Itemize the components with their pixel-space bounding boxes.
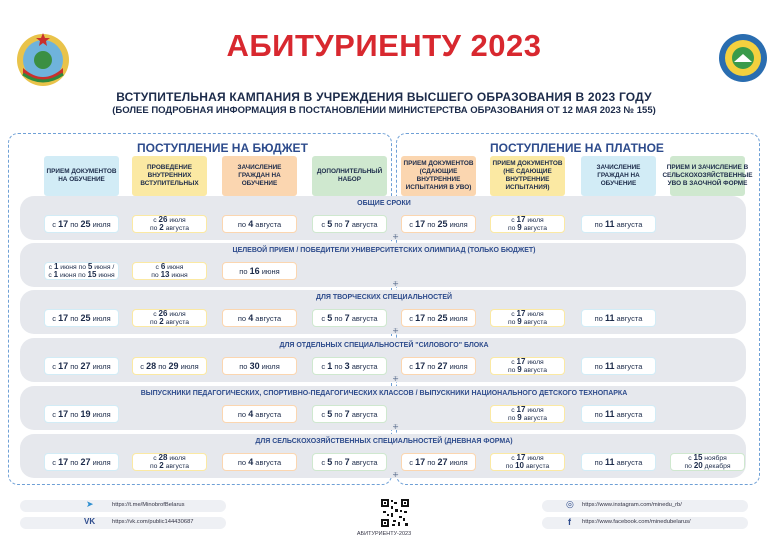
divider-marker-icon: ⁜: [392, 281, 399, 288]
facebook-link[interactable]: https://www.facebook.com/minedubelarus/: [582, 519, 691, 525]
subtitle: ВСТУПИТЕЛЬНАЯ КАМПАНИЯ В УЧРЕЖДЕНИЯ ВЫСШЕГО ОБРАЗОВАНИЯ В 2023 ГОДУ: [116, 90, 652, 104]
divider-marker-icon: ⁜: [392, 424, 399, 431]
row-category-label: ВЫПУСКНИКИ ПЕДАГОГИЧЕСКИХ, СПОРТИВНО-ПЕДАГОГИЧЕСКИХ КЛАССОВ / ВЫПУСКНИКИ НАЦИОНАЛЬНОГО ДЕТСКОГО ТЕХНОПАРКА: [140, 390, 628, 397]
date-cell: с 28 по 29 июля: [132, 357, 207, 375]
column-header-3: ЗАЧИСЛЕНИЕ ГРАЖДАН НА ОБУЧЕНИЕ: [222, 156, 297, 196]
column-header-1: ПРИЕМ ДОКУМЕНТОВ НА ОБУЧЕНИЕ: [44, 156, 119, 196]
page-title: АБИТУРИЕНТУ 2023: [226, 28, 542, 63]
date-cell: с 17 по 19 июля: [44, 405, 119, 423]
date-cell: с 17 июля по 10 августа: [490, 453, 565, 471]
budget-panel-title: ПОСТУПЛЕНИЕ НА БЮДЖЕТ: [137, 141, 308, 155]
date-cell: по 11 августа: [581, 453, 656, 471]
date-cell: по 30 июля: [222, 357, 297, 375]
row-category-label: ДЛЯ СЕЛЬСКОХОЗЯЙСТВЕННЫХ СПЕЦИАЛЬНОСТЕЙ (ДНЕВНАЯ ФОРМА): [255, 438, 513, 445]
date-cell: с 1 июня по 5 июня / с 1 июня по 15 июня: [44, 262, 119, 280]
divider-marker-icon: ⁜: [392, 376, 399, 383]
date-cell: с 6 июня по 13 июня: [132, 262, 207, 280]
column-header-4: ДОПОЛНИТЕЛЬНЫЙ НАБОР: [312, 156, 387, 196]
date-cell: с 17 по 27 июля: [401, 453, 476, 471]
date-cell: по 11 августа: [581, 215, 656, 233]
date-cell: по 11 августа: [581, 405, 656, 423]
date-cell: с 5 по 7 августа: [312, 309, 387, 327]
instagram-link[interactable]: https://www.instagram.com/minedu_rb/: [582, 502, 682, 508]
date-cell: с 17 июля по 9 августа: [490, 309, 565, 327]
date-cell: с 5 по 7 августа: [312, 453, 387, 471]
date-cell: с 17 июля по 9 августа: [490, 357, 565, 375]
date-cell: по 4 августа: [222, 215, 297, 233]
telegram-link[interactable]: https://t.me/MinobrofBelarus: [112, 502, 185, 508]
date-cell: по 16 июня: [222, 262, 297, 280]
vk-icon: VK: [84, 517, 96, 526]
date-cell: с 17 по 27 июля: [401, 357, 476, 375]
date-cell: с 26 июля по 2 августа: [132, 215, 207, 233]
qr-caption: АБИТУРИЕНТУ-2023: [356, 531, 412, 537]
facebook-icon: f: [568, 517, 571, 527]
row-category-label: ОБЩИЕ СРОКИ: [357, 200, 411, 207]
date-cell: по 11 августа: [581, 357, 656, 375]
ministry-emblem-icon: [718, 32, 768, 84]
date-cell: с 15 ноября по 20 декабря: [670, 453, 745, 471]
divider-marker-icon: ⁜: [392, 472, 399, 479]
instagram-icon: ◎: [566, 499, 574, 509]
qr-code[interactable]: [380, 498, 410, 528]
divider-marker-icon: ⁜: [392, 328, 399, 335]
column-header-2: ПРОВЕДЕНИЕ ВНУТРЕННИХ ВСТУПИТЕЛЬНЫХ: [132, 156, 207, 196]
date-cell: с 17 по 27 июля: [44, 357, 119, 375]
column-header-8: ПРИЕМ И ЗАЧИСЛЕНИЕ В СЕЛЬСКОХОЗЯЙСТВЕННЫЕ УВО В ЗАОЧНОЙ ФОРМЕ: [670, 156, 745, 196]
date-cell: с 17 по 25 июля: [44, 309, 119, 327]
date-cell: по 11 августа: [581, 309, 656, 327]
row-category-label: ЦЕЛЕВОЙ ПРИЕМ / ПОБЕДИТЕЛИ УНИВЕРСИТЕТСКИХ ОЛИМПИАД (ТОЛЬКО БЮДЖЕТ): [232, 247, 536, 254]
vk-link[interactable]: https://vk.com/public144430687: [112, 519, 194, 525]
date-cell: с 26 июля по 2 августа: [132, 309, 207, 327]
date-cell: по 4 августа: [222, 405, 297, 423]
divider-marker-icon: ⁜: [392, 234, 399, 241]
date-cell: по 4 августа: [222, 309, 297, 327]
date-cell: с 17 по 27 июля: [44, 453, 119, 471]
date-cell: с 17 июля по 9 августа: [490, 215, 565, 233]
date-cell: по 4 августа: [222, 453, 297, 471]
date-cell: с 5 по 7 августа: [312, 215, 387, 233]
date-cell: с 5 по 7 августа: [312, 405, 387, 423]
subtitle-note: (БОЛЕЕ ПОДРОБНАЯ ИНФОРМАЦИЯ В ПОСТАНОВЛЕНИИ МИНИСТЕРСТВА ОБРАЗОВАНИЯ ОТ 12 МАЯ 2023 № 155): [112, 105, 656, 116]
date-cell: с 28 июля по 2 августа: [132, 453, 207, 471]
date-cell: с 17 июля по 9 августа: [490, 405, 565, 423]
row-category-label: ДЛЯ ТВОРЧЕСКИХ СПЕЦИАЛЬНОСТЕЙ: [315, 294, 453, 301]
date-cell: с 17 по 25 июля: [401, 309, 476, 327]
date-cell: с 17 по 25 июля: [401, 215, 476, 233]
column-header-7: ЗАЧИСЛЕНИЕ ГРАЖДАН НА ОБУЧЕНИЕ: [581, 156, 656, 196]
column-header-5: ПРИЕМ ДОКУМЕНТОВ (СДАЮЩИЕ ВНУТРЕННИЕ ИСПЫТАНИЯ В УВО): [401, 156, 476, 196]
row-category-label: ДЛЯ ОТДЕЛЬНЫХ СПЕЦИАЛЬНОСТЕЙ "СИЛОВОГО" БЛОКА: [279, 342, 489, 349]
date-cell: с 1 по 3 августа: [312, 357, 387, 375]
telegram-icon: ➤: [86, 499, 94, 509]
column-header-6: ПРИЕМ ДОКУМЕНТОВ (НЕ СДАЮЩИЕ ВНУТРЕННИЕ ИСПЫТАНИЯ): [490, 156, 565, 196]
paid-panel-title: ПОСТУПЛЕНИЕ НА ПЛАТНОЕ: [490, 141, 664, 155]
date-cell: с 17 по 25 июля: [44, 215, 119, 233]
